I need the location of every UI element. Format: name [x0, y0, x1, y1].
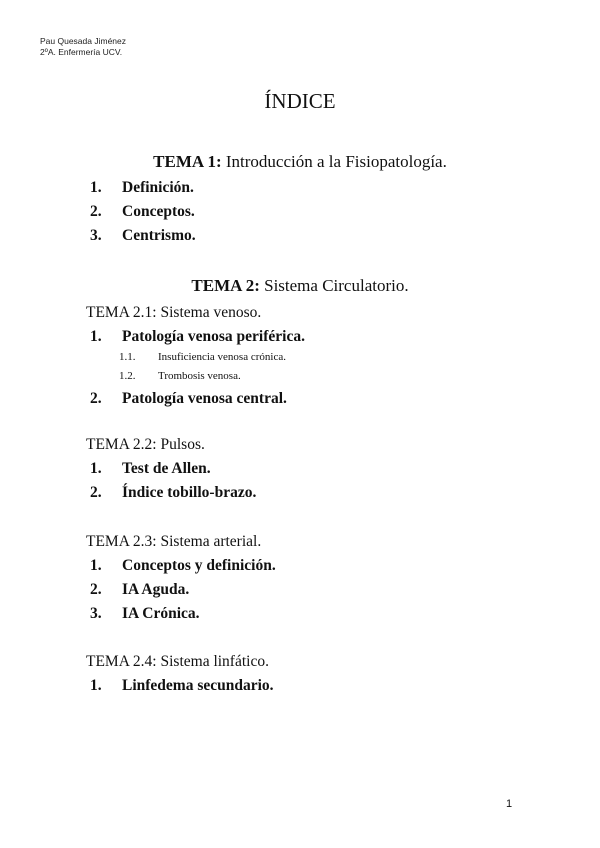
list-item: 2. Índice tobillo-brazo.: [90, 484, 257, 501]
section-2-4-title: TEMA 2.4: Sistema linfático.: [86, 653, 269, 670]
page-title: ÍNDICE: [264, 89, 336, 113]
tema1-heading: [0, 151, 600, 173]
list-item: 1. Conceptos y definición.: [90, 557, 276, 574]
page-number: 1: [506, 798, 513, 810]
list-item: 2. IA Aguda.: [90, 581, 190, 598]
list-item: 2. Conceptos.: [90, 203, 195, 220]
list-item: 2. Patología venosa central.: [90, 390, 287, 407]
course-label: 2ºA. Enfermería UCV.: [40, 47, 123, 57]
list-item: 1. Definición.: [90, 179, 194, 196]
list-item: 1. Linfedema secundario.: [90, 677, 274, 694]
list-item: 3. Centrismo.: [90, 227, 196, 244]
tema1-name: Introducción a la Fisiopatología.: [225, 152, 447, 171]
section-2-1-title: TEMA 2.1: Sistema venoso.: [86, 304, 262, 321]
sub-list-item: 1.1. Insuficiencia venosa crónica.: [119, 351, 286, 363]
tema2-heading: [0, 275, 600, 297]
tema2-name: Sistema Circulatorio.: [264, 276, 409, 295]
section-2-2-title: TEMA 2.2: Pulsos.: [86, 436, 205, 453]
author-name: Pau Quesada Jiménez: [40, 36, 126, 46]
tema1-label: TEMA 1:: [153, 152, 222, 171]
list-item: 1. Test de Allen.: [90, 460, 211, 477]
list-item: 1. Patología venosa periférica.: [90, 328, 305, 345]
tema2-label: TEMA 2:: [191, 276, 260, 295]
sub-list-item: 1.2. Trombosis venosa.: [119, 370, 241, 382]
list-item: 3. IA Crónica.: [90, 605, 200, 622]
section-2-3-title: TEMA 2.3: Sistema arterial.: [86, 533, 262, 550]
